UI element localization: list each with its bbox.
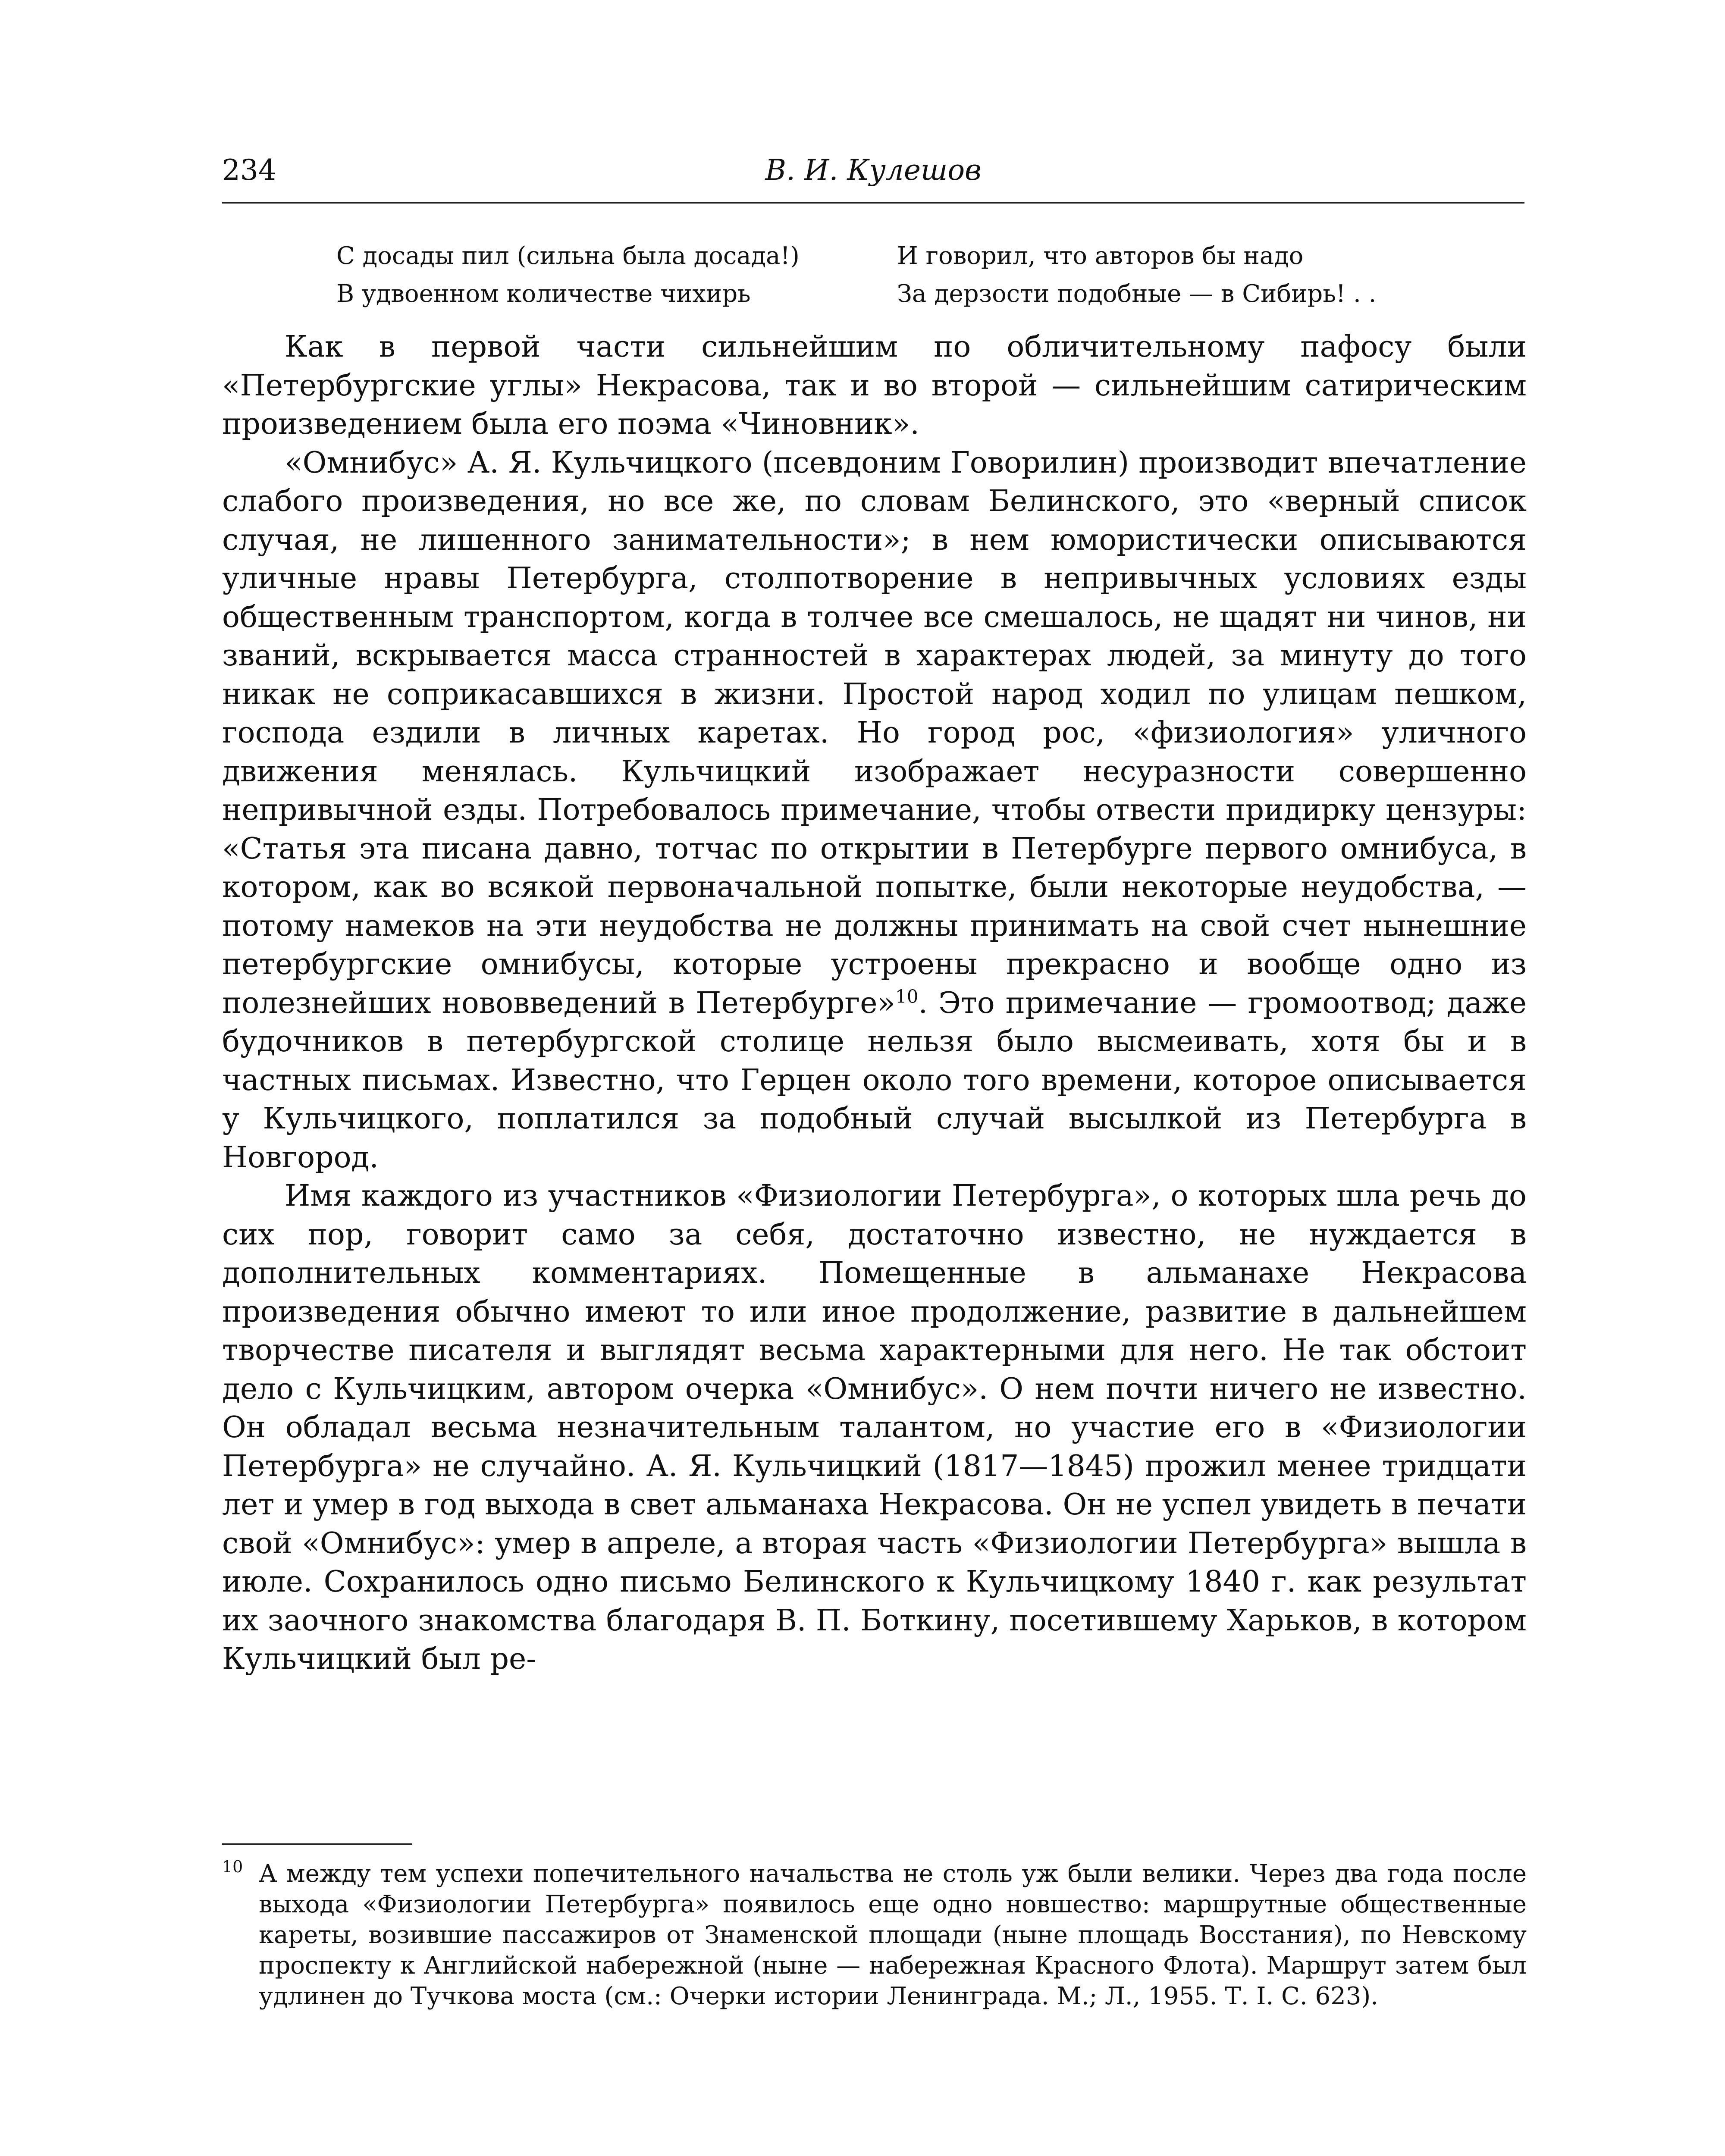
paragraph-text: «Омнибус» А. Я. Кульчицкого (псевдоним Говорилин) производит впечатление слабого произведения, но все же, по словам Белинского, это «верный список случая, не лишенного занимательности»; в нем юмористически описываются уличные нравы Петербурга, столпотворение в непривычных условиях езды общественным транспортом, когда в толчее все смешалось, не щадят ни чинов, ни званий, вскрывается масса странностей в характерах людей, за минуту до того никак не соприкасавшихся в жизни. Простой народ ходил по улицам пешком, господа ездили в личных каретах. Но город рос, «физиология» уличного движения менялась. Кульчицкий изображает несуразности совершенно непривычной езды. Потребовалось примечание, чтобы отвести придирку цензуры: «Статья эта писана давно, тотчас по открытии в Петербурге первого омнибуса, в котором, как во всякой первоначальной попытке, были некоторые неудобства, — потому намеков на эти неудобства не должны принимать на свой счет нынешние петербургские омнибусы, которые устроены прекрасно и вообще одно из полезнейших нововведений в Петербурге» [222, 445, 1527, 1020]
main-text [222, 328, 1527, 1679]
poem-quote [336, 237, 1527, 313]
footnote [222, 1858, 1527, 2012]
footnotes [222, 1858, 1527, 2012]
footnote-text: А между тем успехи попечительного начальства не столь уж были велики. Через два года после выхода «Физиологии Петербурга» появилось еще одно новшество: маршрутные общественные кареты, возившие пассажиров от Знаменской площади (ныне площадь Восстания), по Невскому проспекту к Английской набережной (ныне — набережная Красного Флота). Маршрут затем был удлинен до Тучкова моста (см.: Очерки истории Ленинграда. М.; Л., 1955. Т. I. С. 623). [259, 1860, 1527, 2010]
poem-line [336, 275, 1527, 313]
poem-line [336, 237, 1527, 275]
poem-line-left: В удвоенном количестве чихирь [336, 280, 751, 308]
paragraph [222, 444, 1527, 1177]
running-title: В. И. Кулешов [765, 154, 982, 187]
running-header [222, 147, 1524, 194]
footnote-number: 10 [222, 1857, 243, 1876]
page-number: 234 [222, 154, 276, 187]
paragraph: Как в первой части сильнейшим по обличительному пафосу были «Петербургские углы» Некрасова, так и во второй — сильнейшим сатирическим произведением была его поэма «Чиновник». [222, 330, 1527, 441]
poem-line-left: С досады пил (сильна была досада!) [336, 242, 800, 270]
poem-line-right: И говорил, что авторов бы надо [897, 242, 1304, 270]
paragraph: Имя каждого из участников «Физиологии Петербурга», о которых шла речь до сих пор, говорит само за себя, достаточно известно, не нуждается в дополнительных комментариях. Помещенные в альманахе Некрасова произведения обычно имеют то или иное продолжение, развитие в дальнейшем творчестве писателя и выглядят весьма характерными для него. Не так обстоит дело с Кульчицким, автором очерка «Омнибус». О нем почти ничего не известно. Он обладал весьма незначительным талантом, но участие его в «Физиологии Петербурга» не случайно. А. Я. Кульчицкий (1817—1845) прожил менее тридцати лет и умер в год выхода в свет альманаха Некрасова. Он не успел увидеть в печати свой «Омнибус»: умер в апреле, а вторая часть «Физиологии Петербурга» вышла в июле. Сохранилось одно письмо Белинского к Кульчицкому 1840 г. как результат их заочного знакомства благодаря В. П. Боткину, посетившему Харьков, в котором Кульчицкий был ре- [222, 1179, 1527, 1676]
header-divider [222, 202, 1524, 204]
paragraph-text: . Это примечание — громоотвод; даже будочников в петербургской столице нельзя было высмеивать, хотя бы и в частных письмах. Известно, что Герцен около того времени, которое описывается у Кульчицкого, поплатился за подобный случай высылкой из Петербурга в Новгород. [222, 986, 1527, 1175]
footnote-divider [222, 1843, 412, 1845]
poem-line-right: За дерзости подобные — в Сибирь! . . [897, 280, 1377, 308]
footnote-reference[interactable]: 10 [895, 985, 919, 1007]
